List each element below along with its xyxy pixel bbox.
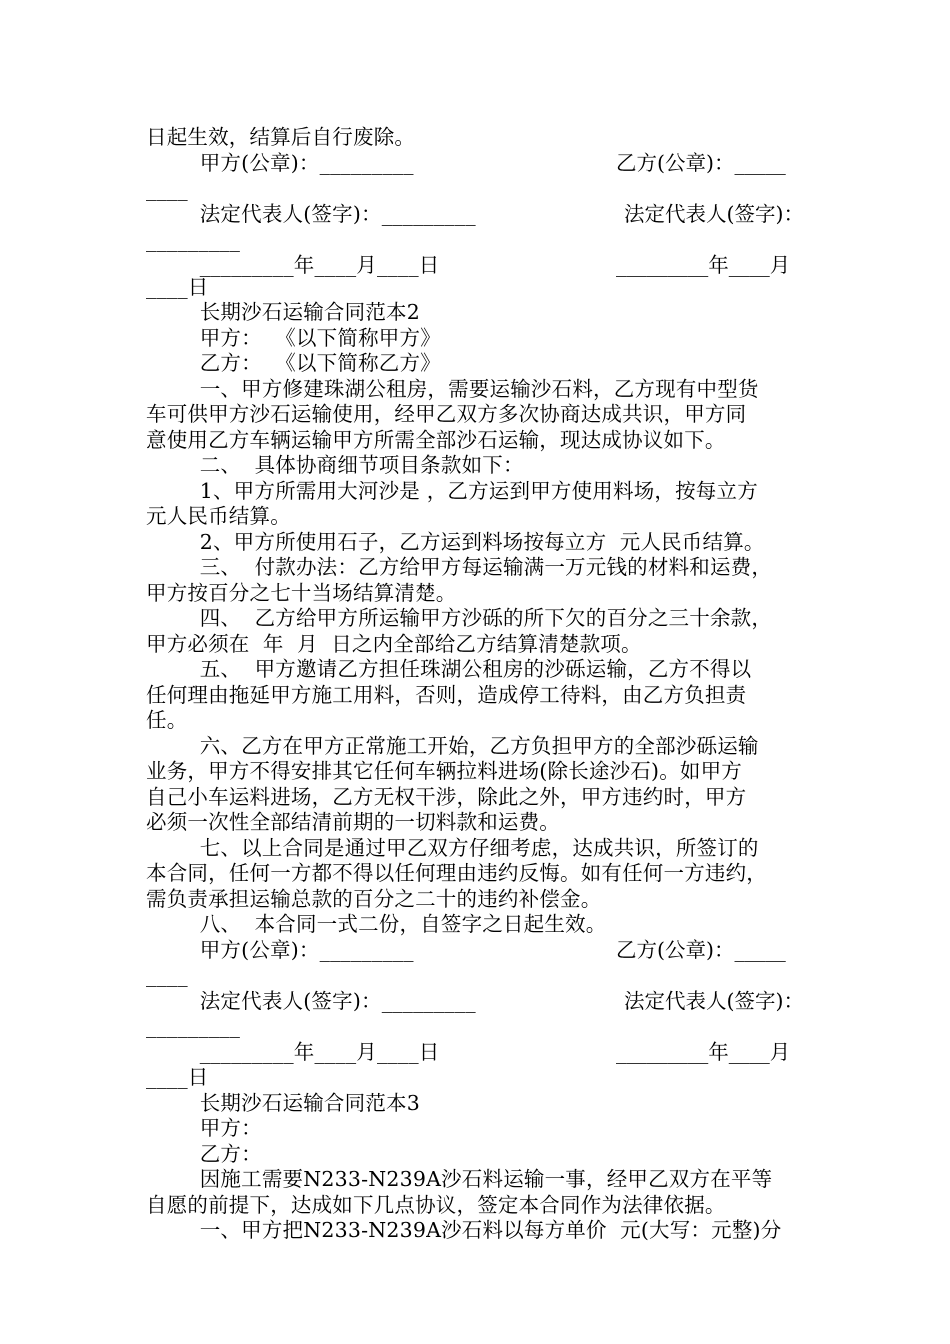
signature-rep-b: 法定代表人(签字)： bbox=[624, 202, 804, 226]
text-line: 甲方必须在 年 月 日之内全部给乙方结算清楚款项。 bbox=[146, 632, 642, 656]
text-line: ____日 bbox=[146, 1065, 209, 1089]
text-line: ____日 bbox=[146, 275, 209, 299]
text-line: 任。 bbox=[146, 708, 188, 732]
text-line: _________年____月____日 bbox=[146, 253, 440, 277]
text-line: 三、 付款办法：乙方给甲方每运输满一万元钱的材料和运费， bbox=[146, 555, 773, 579]
text-line: 元人民币结算。 bbox=[146, 504, 291, 528]
text-line: 需负责承担运输总款的百分之二十的违约补偿金。 bbox=[146, 887, 602, 911]
text-line: 法定代表人(签字)：_________ bbox=[146, 989, 476, 1013]
text-line: 甲方按百分之七十当场结算清楚。 bbox=[146, 581, 457, 605]
text-line: 意使用乙方车辆运输甲方所需全部沙石运输，现达成协议如下。 bbox=[146, 428, 726, 452]
date-party-b: _________年____月 bbox=[616, 253, 791, 277]
text-line: 甲方： 《以下简称甲方》 bbox=[146, 326, 441, 350]
text-line: 甲方： bbox=[146, 1116, 262, 1140]
text-line: 一、甲方把N233-N239A沙石料以每方单价 元(大写：元整)分 bbox=[146, 1218, 782, 1242]
text-line: 日起生效，结算后自行废除。 bbox=[146, 125, 416, 149]
section-title: 长期沙石运输合同范本2 bbox=[146, 300, 420, 324]
text-line: 六、乙方在甲方正常施工开始，乙方负担甲方的全部沙砾运输 bbox=[146, 734, 759, 758]
text-line: 甲方(公章)：_________ bbox=[146, 151, 414, 175]
date-party-b: _________年____月 bbox=[616, 1040, 791, 1064]
text-line: 业务，甲方不得安排其它任何车辆拉料进场(除长途沙石)。如甲方 bbox=[146, 759, 742, 783]
text-line: ____ bbox=[146, 963, 188, 987]
text-line: 本合同，任何一方都不得以任何理由违约反悔。如有任何一方违约， bbox=[146, 861, 767, 885]
text-line: 四、 乙方给甲方所运输甲方沙砾的所下欠的百分之三十余款， bbox=[146, 606, 773, 630]
text-line: 自愿的前提下，达成如下几点协议，签定本合同作为法律依据。 bbox=[146, 1193, 726, 1217]
text-line: 必须一次性全部结清前期的一切料款和运费。 bbox=[146, 810, 560, 834]
text-line: 法定代表人(签字)：_________ bbox=[146, 202, 476, 226]
text-line: _________ bbox=[146, 228, 241, 252]
text-line: _________ bbox=[146, 1014, 241, 1038]
section-title: 长期沙石运输合同范本3 bbox=[146, 1091, 420, 1115]
text-line: 甲方(公章)：_________ bbox=[146, 938, 414, 962]
text-line: 因施工需要N233-N239A沙石料运输一事，经甲乙双方在平等 bbox=[146, 1167, 773, 1191]
text-line: _________年____月____日 bbox=[146, 1040, 440, 1064]
text-line: 任何理由拖延甲方施工用料，否则，造成停工待料，由乙方负担责 bbox=[146, 683, 747, 707]
text-line: 自己小车运料进场，乙方无权干涉，除此之外，甲方违约时，甲方 bbox=[146, 785, 747, 809]
signature-rep-b: 法定代表人(签字)： bbox=[624, 989, 804, 1013]
signature-party-b: 乙方(公章)：_____ bbox=[616, 938, 786, 962]
text-line: 车可供甲方沙石运输使用，经甲乙双方多次协商达成共识，甲方同 bbox=[146, 402, 747, 426]
text-line: 一、甲方修建珠湖公租房，需要运输沙石料，乙方现有中型货 bbox=[146, 377, 759, 401]
text-line: 五、 甲方邀请乙方担任珠湖公租房的沙砾运输，乙方不得以 bbox=[146, 657, 752, 681]
text-line: 2、甲方所使用石子，乙方运到料场按每立方 元人民币结算。 bbox=[146, 530, 765, 554]
text-line: 乙方： bbox=[146, 1142, 262, 1166]
text-line: 二、 具体协商细节项目条款如下： bbox=[146, 453, 524, 477]
text-line: 1、甲方所需用大河沙是 ，乙方运到甲方使用料场，按每立方 bbox=[146, 479, 758, 503]
text-line: 乙方： 《以下简称乙方》 bbox=[146, 351, 441, 375]
text-line: 八、 本合同一式二份，自签字之日起生效。 bbox=[146, 912, 607, 936]
text-line: ____ bbox=[146, 177, 188, 201]
signature-party-b: 乙方(公章)：_____ bbox=[616, 151, 786, 175]
text-line: 七、以上合同是通过甲乙双方仔细考虑，达成共识，所签订的 bbox=[146, 836, 759, 860]
